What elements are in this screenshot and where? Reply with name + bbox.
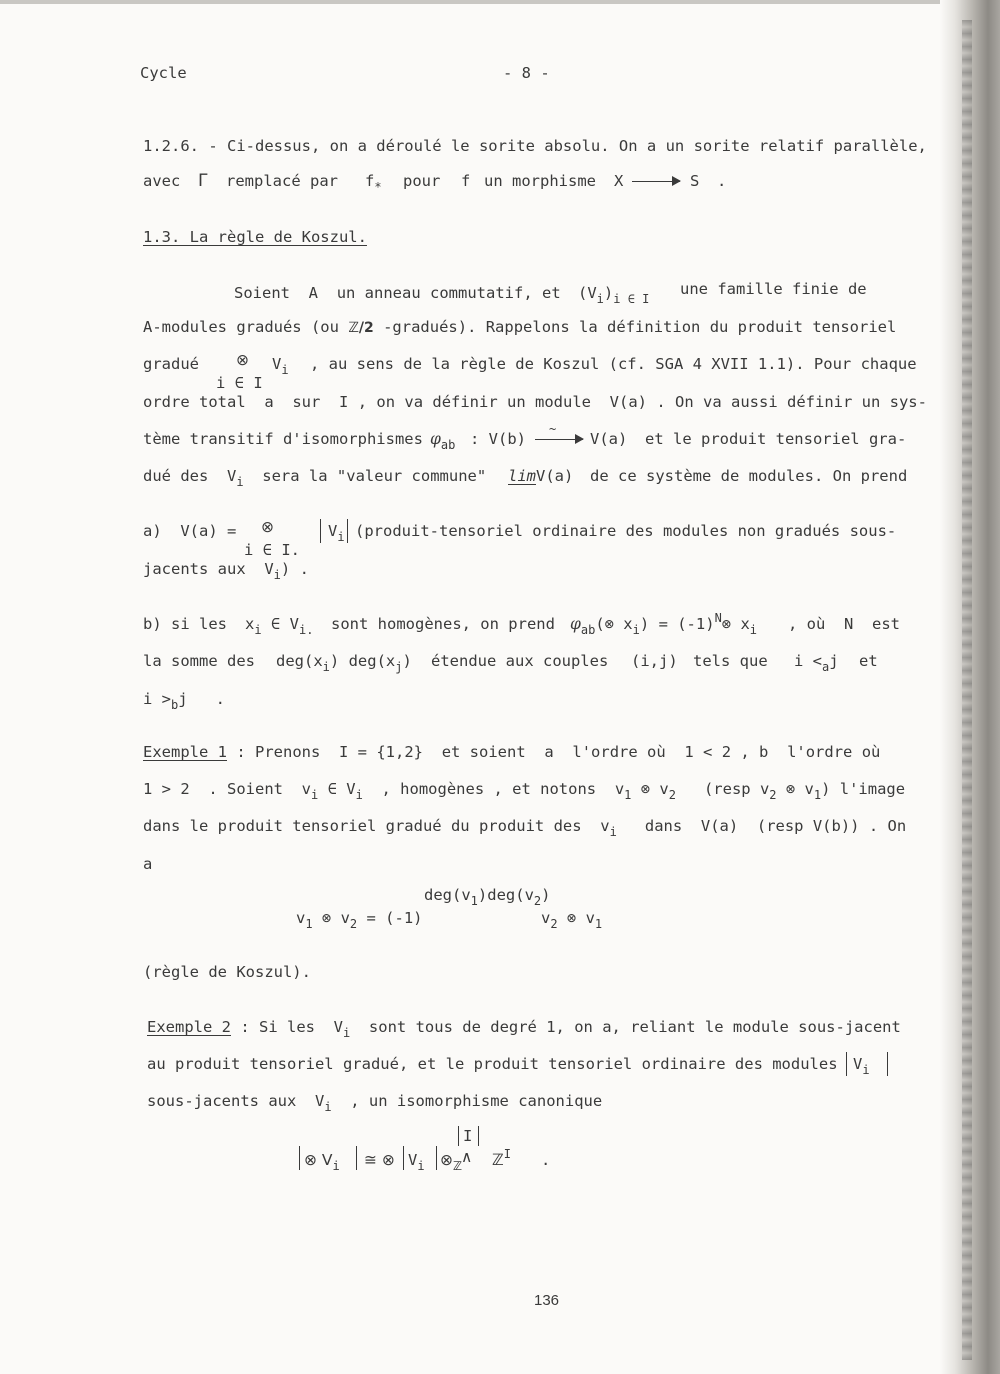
p1-line5-text: V(a)	[590, 430, 628, 448]
gamma-symbol: Γ	[198, 171, 208, 191]
item-b-text: sont homogènes, on prend	[331, 615, 555, 633]
otimes-symbol: ⊗	[236, 351, 249, 369]
xi-in-vi: $x_i$ ∈ $V_{i.}$	[245, 615, 314, 637]
iso-formula-lhs: ⊗ $V_i$	[304, 1151, 340, 1173]
otimes-symbol: ⊗	[261, 518, 274, 536]
item-b-text: étendue aux couples	[431, 652, 609, 670]
koszul-formula-rhs: $v_2$ ⊗ $v_1$	[541, 909, 603, 931]
abs-bar	[356, 1146, 357, 1170]
item-a-line2: jacents aux $V_i$) .	[143, 560, 309, 582]
arrow-icon	[632, 181, 680, 182]
abs-bar	[436, 1146, 437, 1170]
tensor-z: $\otimes_ℤ$	[440, 1151, 463, 1173]
abs-bar	[320, 519, 321, 543]
lim-v-a: limV(a)	[508, 467, 574, 485]
exemple-1-line1: Exemple 1 : Prenons I = {1,2} et soient a l'ordre où 1 < 2 , b l'ordre où	[143, 743, 881, 761]
exemple-1-line2: 1 > 2 . Soient $v_i$ ∈ $V_i$ , homogènes , et notons $v_1$ ⊗ $v_2$ (resp $v_2$ ⊗ $v_1$) l'image	[143, 780, 906, 802]
z-power-I: ℤ$^I$	[492, 1147, 511, 1169]
card-I: I	[463, 1127, 473, 1145]
para-126-text: X	[614, 172, 624, 190]
wedge-symbol: ∧	[461, 1148, 473, 1166]
vi-symbol: $V_i$	[328, 522, 345, 544]
koszul-formula: $v_1$ ⊗ $v_2 = (-1)$	[296, 909, 423, 931]
i-less-a-j: $i <_aj$	[794, 652, 839, 674]
para-126-line1: 1.2.6. - Ci-dessus, on a déroulé le sorite absolu. On a un sorite relatif parallèle,	[143, 137, 927, 155]
page-number-header: - 8 -	[503, 64, 550, 82]
p1-line6: dué des $V_i$ sera la "valeur commune"	[143, 467, 487, 489]
p1-line5: tème transitif d'isomorphismes	[143, 430, 423, 448]
para-126-text: S	[690, 172, 700, 190]
koszul-caption: (règle de Koszul).	[143, 963, 311, 981]
item-b-text: , où N est	[788, 615, 901, 633]
formula-exponent: $deg(v_1)deg(v_2)$	[424, 886, 551, 908]
iso-arrow-icon	[535, 439, 583, 440]
index-i-in-I: i ∈ I.	[244, 541, 301, 559]
formula-period: .	[541, 1151, 551, 1169]
top-border	[0, 0, 1000, 4]
item-b-line2: la somme des	[143, 652, 255, 670]
scan-binding-edge	[940, 0, 1000, 1374]
p1-line3: gradué	[143, 355, 199, 373]
deg-product: $deg(x_i)$ $deg(x_j)$	[276, 652, 412, 674]
item-b-text: et	[859, 652, 878, 670]
abs-bar	[887, 1052, 888, 1076]
abs-bar	[846, 1052, 847, 1076]
f-star: $f_*$	[365, 172, 382, 194]
para-126-text: remplacé par	[226, 172, 338, 190]
p1-line4: ordre total a sur I , on va définir un module V(a) . On va aussi définir un sys-	[143, 393, 927, 411]
abs-bar	[458, 1126, 459, 1146]
item-a-line1: a) V(a) =	[143, 522, 237, 540]
para-126-text: f	[461, 172, 471, 190]
item-b-text: (i,j)	[631, 652, 678, 670]
exemple-1-line3: dans le produit tensoriel gradué du produit des $v_i$ dans V(a) (resp V(b)) . On	[143, 817, 907, 839]
abs-bar	[478, 1126, 479, 1146]
tilde-mark: ~	[549, 422, 557, 436]
phi-ab: $\varphi_{ab}$	[430, 430, 456, 452]
cong-symbol: ≅ ⊗	[364, 1151, 395, 1169]
para-126-text: un morphisme	[484, 172, 596, 190]
exemple-2-line1: Exemple 2 : Si les $V_i$ sont tous de degré 1, on a, reliant le module sous-jacent	[147, 1018, 901, 1040]
p1-line1: Soient A un anneau commutatif, et	[234, 284, 561, 302]
running-header-title: Cycle	[140, 64, 187, 82]
abs-bar	[347, 519, 348, 543]
vi-symbol: $V_i$	[853, 1055, 870, 1077]
page-number-footer: 136	[534, 1292, 560, 1309]
p1-line3-text: , au sens de la règle de Koszul (cf. SGA 4 XVII 1.1). Pour chaque	[310, 355, 917, 373]
para-126-text: pour	[403, 172, 441, 190]
abs-bar	[403, 1146, 404, 1170]
item-b-text: tels que	[693, 652, 768, 670]
p1-line5-text: : V(b)	[470, 430, 526, 448]
p1-line5-text: et le produit tensoriel gra-	[645, 430, 907, 448]
item-a-text: (produit-tensoriel ordinaire des modules non gradués sous-	[355, 522, 897, 540]
p1-line2: A-modules gradués (ou ℤ/2 -gradués). Rappelons la définition du produit tensoriel	[143, 318, 897, 336]
exemple-2-line2: au produit tensoriel gradué, et le produit tensoriel ordinaire des modules	[147, 1055, 838, 1073]
item-b-line1: b) si les	[143, 615, 227, 633]
i-greater-b-j: $i >_bj$ .	[143, 690, 225, 712]
p1-line6-end: de ce système de modules. On prend	[590, 467, 908, 485]
abs-bar	[299, 1146, 300, 1170]
family-vi: $(V_i)_{i \in I}$	[578, 284, 650, 306]
para-126-line2: avec	[143, 172, 181, 190]
p1-line1-end: une famille finie de	[680, 280, 867, 298]
vi-symbol: $V_i$	[272, 355, 289, 377]
index-i-in-I: i ∈ I	[216, 374, 263, 392]
phi-ab-formula: $\varphi_{ab}(\otimes$ $x_i$) = $(-1)^N\otimes$ $x_i$	[570, 611, 758, 637]
exemple-1-line4: a	[143, 855, 153, 873]
exemple-2-line3: sous-jacents aux $V_i$ , un isomorphisme canonique	[147, 1092, 603, 1114]
vi-symbol: $V_i$	[408, 1151, 425, 1173]
para-126-text: .	[717, 172, 727, 190]
section-title: 1.3. La règle de Koszul.	[143, 228, 367, 246]
